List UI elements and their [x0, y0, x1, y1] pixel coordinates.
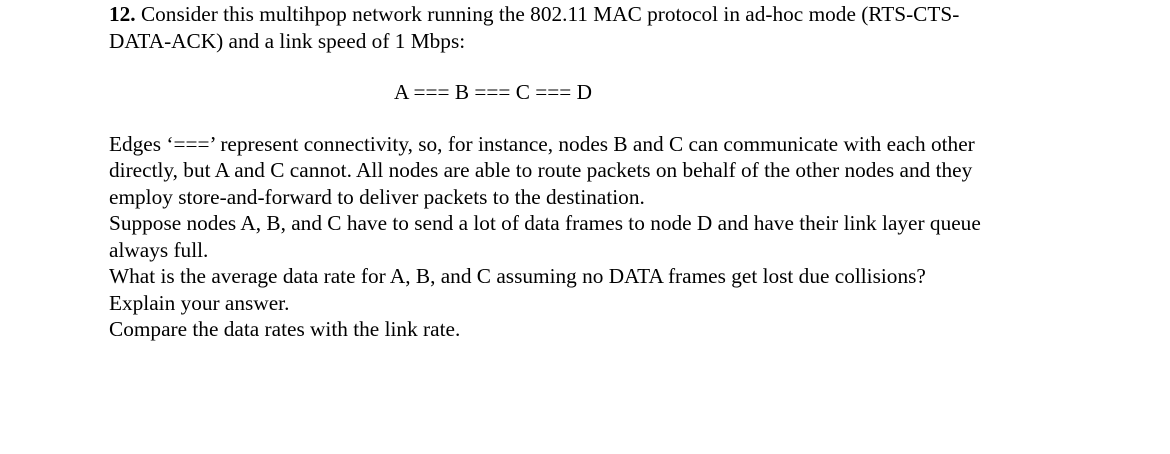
question-number: 12.	[109, 2, 136, 26]
body-line-3: employ store-and-forward to deliver packets to the destination.	[109, 184, 645, 209]
body-line-7: Explain your answer.	[109, 290, 290, 315]
body-line-1: Edges ‘===’ represent connectivity, so, for instance, nodes B and C can communicate with each other	[109, 131, 975, 156]
body-line-5: always full.	[109, 237, 209, 262]
question-document	[109, 1, 1109, 343]
body-line-2: directly, but A and C cannot. All nodes are able to route packets on behalf of the other nodes and they	[109, 158, 973, 182]
body-line-4: Suppose nodes A, B, and C have to send a lot of data frames to node D and have their link layer queue	[109, 211, 981, 235]
body-line-8: Compare the data rates with the link rate.	[109, 317, 461, 341]
question-intro-line-2: DATA-ACK) and a link speed of 1 Mbps:	[109, 28, 466, 53]
question-intro-text-1: Consider this multihpop network running the 802.11 MAC protocol in ad-hoc mode (RTS-CTS-	[135, 2, 960, 26]
question-intro-line-1	[109, 1, 1109, 28]
body-line-6: What is the average data rate for A, B, and C assuming no DATA frames get lost due collisions?	[109, 264, 926, 288]
network-topology-diagram: A === B === C === D	[393, 80, 593, 104]
